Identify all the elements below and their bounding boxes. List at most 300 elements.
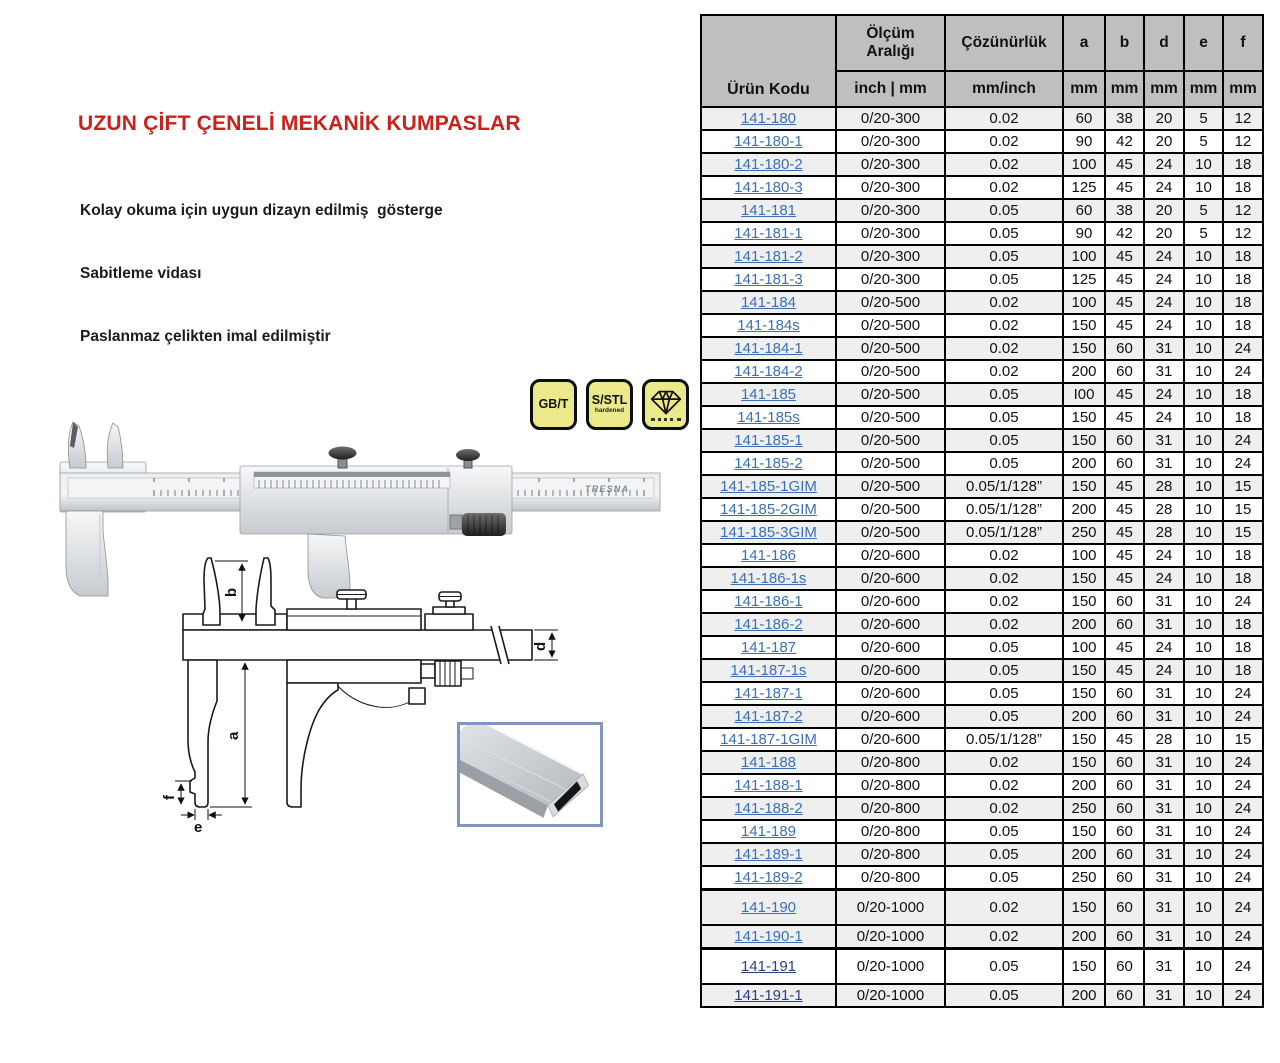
product-code-link[interactable]: 141-189-1 (734, 846, 803, 863)
resolution-cell: 0.02 (945, 544, 1063, 567)
product-code-link[interactable]: 141-180-3 (734, 179, 803, 196)
range-cell: 0/20-600 (836, 728, 945, 751)
dim-b-cell: 45 (1105, 521, 1144, 544)
diamond-icon (649, 389, 683, 416)
dim-d-cell: 31 (1144, 682, 1184, 705)
dim-a-cell: 100 (1063, 636, 1105, 659)
product-code-cell (701, 406, 836, 429)
dim-b-cell: 60 (1105, 429, 1144, 452)
dim-f-cell: 18 (1223, 245, 1263, 268)
dim-e-cell: 10 (1184, 498, 1223, 521)
dim-a-cell: 200 (1063, 705, 1105, 728)
product-code-link[interactable]: 141-187 (740, 639, 797, 656)
product-code-cell (701, 820, 836, 843)
product-code-cell (701, 475, 836, 498)
resolution-cell: 0.05 (945, 222, 1063, 245)
dim-d-cell: 20 (1144, 130, 1184, 153)
table-row (701, 360, 1263, 383)
resolution-cell: 0.02 (945, 774, 1063, 797)
product-code-link[interactable]: 141-186 (740, 547, 797, 564)
range-cell: 0/20-600 (836, 682, 945, 705)
unit-header-f: mm (1223, 71, 1263, 107)
resolution-cell: 0.02 (945, 291, 1063, 314)
dim-f-cell: 24 (1223, 360, 1263, 383)
table-row (701, 199, 1263, 222)
product-code-cell (701, 107, 836, 130)
dim-a-cell: 100 (1063, 291, 1105, 314)
range-cell: 0/20-500 (836, 521, 945, 544)
dim-e-cell: 10 (1184, 659, 1223, 682)
range-cell: 0/20-500 (836, 291, 945, 314)
product-code-cell (701, 682, 836, 705)
dim-f-cell: 24 (1223, 949, 1263, 985)
dim-d-cell: 24 (1144, 268, 1184, 291)
product-code-link[interactable]: 141-188-2 (734, 800, 803, 817)
resolution-cell: 0.05/1/128” (945, 498, 1063, 521)
dim-b-cell: 45 (1105, 659, 1144, 682)
resolution-cell: 0.02 (945, 130, 1063, 153)
dim-d-cell: 31 (1144, 590, 1184, 613)
dim-label-d: d (532, 641, 549, 651)
table-row (701, 984, 1263, 1007)
dim-d-cell: 20 (1144, 107, 1184, 130)
dim-f-cell: 18 (1223, 268, 1263, 291)
dim-b-cell: 45 (1105, 176, 1144, 199)
product-code-link[interactable]: 141-181 (740, 202, 797, 219)
product-code-link[interactable]: 141-181-2 (734, 248, 803, 265)
resolution-cell: 0.05 (945, 406, 1063, 429)
dim-b-cell: 45 (1105, 268, 1144, 291)
product-code-link[interactable]: 141-187-1 (734, 685, 803, 702)
dim-b-cell: 60 (1105, 925, 1144, 949)
dim-f-cell: 18 (1223, 176, 1263, 199)
dim-e-cell: 10 (1184, 820, 1223, 843)
dim-a-cell: 100 (1063, 245, 1105, 268)
dim-f-cell: 18 (1223, 291, 1263, 314)
resolution-cell: 0.05 (945, 866, 1063, 890)
table-row (701, 130, 1263, 153)
dim-e-cell: 10 (1184, 544, 1223, 567)
resolution-cell: 0.02 (945, 153, 1063, 176)
dim-a-cell: 200 (1063, 843, 1105, 866)
table-row (701, 498, 1263, 521)
dim-b-cell: 45 (1105, 383, 1144, 406)
unit-header-d: mm (1144, 71, 1184, 107)
dim-b-cell: 60 (1105, 949, 1144, 985)
range-cell: 0/20-600 (836, 590, 945, 613)
dim-e-cell: 5 (1184, 222, 1223, 245)
dim-a-cell: 150 (1063, 590, 1105, 613)
dim-f-cell: 24 (1223, 774, 1263, 797)
dim-d-cell: 31 (1144, 890, 1184, 926)
dim-b-cell: 60 (1105, 890, 1144, 926)
dim-a-cell: 250 (1063, 521, 1105, 544)
dim-e-cell: 5 (1184, 130, 1223, 153)
table-row (701, 705, 1263, 728)
product-code-cell (701, 636, 836, 659)
range-cell: 0/20-500 (836, 383, 945, 406)
dim-e-cell: 10 (1184, 153, 1223, 176)
dim-f-cell: 15 (1223, 475, 1263, 498)
dim-a-cell: 200 (1063, 774, 1105, 797)
resolution-cell: 0.02 (945, 613, 1063, 636)
product-code-link[interactable]: 141-180-1 (734, 133, 803, 150)
gbt-badge-label: GB/T (538, 397, 569, 411)
dim-f-cell: 24 (1223, 590, 1263, 613)
table-row (701, 544, 1263, 567)
dim-f-cell: 18 (1223, 567, 1263, 590)
product-code-cell (701, 866, 836, 890)
dim-b-cell: 60 (1105, 452, 1144, 475)
dim-a-cell: 125 (1063, 268, 1105, 291)
resolution-cell: 0.02 (945, 107, 1063, 130)
dim-e-cell: 10 (1184, 797, 1223, 820)
product-code-link[interactable]: 141-186-2 (734, 616, 803, 633)
table-row (701, 636, 1263, 659)
brand-logo: TRESNA (585, 484, 630, 494)
product-code-cell (701, 590, 836, 613)
dim-b-cell: 45 (1105, 245, 1144, 268)
col-header-product-code: Ürün Kodu (701, 15, 836, 107)
dim-e-cell: 10 (1184, 360, 1223, 383)
range-cell: 0/20-800 (836, 866, 945, 890)
range-cell: 0/20-1000 (836, 925, 945, 949)
product-code-link[interactable]: 141-185-3GIM (720, 524, 817, 541)
product-code-link[interactable]: 141-186-1 (734, 593, 803, 610)
resolution-cell: 0.02 (945, 176, 1063, 199)
resolution-cell: 0.05/1/128” (945, 728, 1063, 751)
table-row (701, 383, 1263, 406)
product-code-link[interactable]: 141-185-1GIM (720, 478, 817, 495)
product-code-link[interactable]: 141-185 (740, 386, 797, 403)
dim-b-cell: 60 (1105, 613, 1144, 636)
hardened-badge-label: hardened (594, 407, 625, 414)
dim-d-cell: 24 (1144, 544, 1184, 567)
dim-e-cell: 10 (1184, 176, 1223, 199)
product-code-link[interactable]: 141-191 (740, 958, 797, 975)
dim-b-cell: 60 (1105, 774, 1144, 797)
col-header-range (836, 15, 945, 71)
dim-e-cell: 10 (1184, 429, 1223, 452)
product-code-cell (701, 199, 836, 222)
feature-list (80, 158, 443, 368)
product-code-cell (701, 925, 836, 949)
table-row (701, 682, 1263, 705)
table-row (701, 222, 1263, 245)
range-cell: 0/20-500 (836, 498, 945, 521)
product-code-link[interactable]: 141-191-1 (734, 987, 803, 1004)
dim-e-cell: 10 (1184, 245, 1223, 268)
dim-e-cell: 10 (1184, 636, 1223, 659)
dim-d-cell: 31 (1144, 452, 1184, 475)
product-code-cell (701, 291, 836, 314)
dim-e-cell: 10 (1184, 567, 1223, 590)
product-code-link[interactable]: 141-189 (740, 823, 797, 840)
vernier-scale (258, 480, 444, 488)
product-code-cell (701, 429, 836, 452)
range-cell: 0/20-500 (836, 337, 945, 360)
dim-d-cell: 31 (1144, 705, 1184, 728)
col-header-resolution: Çözünürlük (945, 15, 1063, 71)
product-code-cell (701, 659, 836, 682)
range-cell: 0/20-500 (836, 475, 945, 498)
product-code-cell (701, 130, 836, 153)
product-code-link[interactable]: 141-184 (740, 294, 797, 311)
dim-b-cell: 60 (1105, 337, 1144, 360)
product-code-link[interactable]: 141-184-1 (734, 340, 803, 357)
dim-a-cell: 150 (1063, 820, 1105, 843)
dim-f-cell: 12 (1223, 107, 1263, 130)
resolution-unit-header: mm/inch (945, 71, 1063, 107)
product-code-cell (701, 498, 836, 521)
product-code-cell (701, 153, 836, 176)
table-row (701, 728, 1263, 751)
product-code-cell (701, 949, 836, 985)
feature-line: Sabitleme vidası (80, 265, 202, 282)
dim-e-cell: 10 (1184, 452, 1223, 475)
dim-d-cell: 20 (1144, 199, 1184, 222)
product-code-link[interactable]: 141-189-2 (734, 869, 803, 886)
dim-e-cell: 10 (1184, 866, 1223, 890)
dim-d-cell: 31 (1144, 613, 1184, 636)
range-cell: 0/20-800 (836, 751, 945, 774)
product-code-link[interactable]: 141-188-1 (734, 777, 803, 794)
range-cell: 0/20-600 (836, 613, 945, 636)
resolution-cell: 0.05 (945, 452, 1063, 475)
product-code-cell (701, 222, 836, 245)
product-code-link[interactable]: 141-185-2GIM (720, 501, 817, 518)
dim-b-cell: 60 (1105, 843, 1144, 866)
table-row (701, 567, 1263, 590)
table-row (701, 245, 1263, 268)
dim-b-cell: 45 (1105, 291, 1144, 314)
dim-f-cell: 24 (1223, 705, 1263, 728)
range-cell: 0/20-1000 (836, 890, 945, 926)
dim-d-cell: 24 (1144, 245, 1184, 268)
dim-d-cell: 24 (1144, 383, 1184, 406)
dim-b-cell: 45 (1105, 314, 1144, 337)
dim-e-cell: 10 (1184, 337, 1223, 360)
col-header-b: b (1105, 15, 1144, 71)
product-code-cell (701, 984, 836, 1007)
dim-a-cell: 60 (1063, 107, 1105, 130)
table-row (701, 176, 1263, 199)
dim-e-cell: 10 (1184, 613, 1223, 636)
dim-d-cell: 28 (1144, 728, 1184, 751)
product-code-link[interactable]: 141-184-2 (734, 363, 803, 380)
movable-upper-jaw (107, 423, 123, 468)
dim-d-cell: 24 (1144, 636, 1184, 659)
product-code-cell (701, 176, 836, 199)
resolution-cell: 0.05 (945, 705, 1063, 728)
dim-a-cell: 90 (1063, 130, 1105, 153)
resolution-cell: 0.02 (945, 925, 1063, 949)
table-row (701, 890, 1263, 926)
table-row (701, 337, 1263, 360)
dim-f-cell: 24 (1223, 984, 1263, 1007)
dim-f-cell: 24 (1223, 890, 1263, 926)
dim-f-cell: 24 (1223, 925, 1263, 949)
dim-e-cell: 10 (1184, 751, 1223, 774)
dim-f-cell: 15 (1223, 521, 1263, 544)
dim-e-cell: 10 (1184, 268, 1223, 291)
dim-a-cell: I00 (1063, 383, 1105, 406)
product-code-link[interactable]: 141-187-2 (734, 708, 803, 725)
product-code-link[interactable]: 141-190 (740, 899, 797, 916)
resolution-cell: 0.05 (945, 245, 1063, 268)
range-cell: 0/20-300 (836, 222, 945, 245)
product-code-link[interactable]: 141-188 (740, 754, 797, 771)
product-code-cell (701, 890, 836, 926)
product-code-cell (701, 544, 836, 567)
table-row (701, 774, 1263, 797)
unit-header-a: mm (1063, 71, 1105, 107)
product-code-cell (701, 268, 836, 291)
dim-d-cell: 31 (1144, 820, 1184, 843)
dim-a-cell: 150 (1063, 659, 1105, 682)
dim-a-cell: 150 (1063, 949, 1105, 985)
dim-a-cell: 90 (1063, 222, 1105, 245)
range-cell: 0/20-600 (836, 636, 945, 659)
dim-d-cell: 24 (1144, 153, 1184, 176)
table-row (701, 925, 1263, 949)
product-code-link[interactable]: 141-181-3 (734, 271, 803, 288)
range-cell: 0/20-1000 (836, 984, 945, 1007)
product-code-link[interactable]: 141-190-1 (734, 928, 803, 945)
product-code-link[interactable]: 141-180-2 (734, 156, 803, 173)
dim-b-cell: 60 (1105, 360, 1144, 383)
range-cell: 0/20-300 (836, 153, 945, 176)
dim-e-cell: 10 (1184, 475, 1223, 498)
table-row (701, 291, 1263, 314)
dim-a-cell: 200 (1063, 360, 1105, 383)
table-row (701, 429, 1263, 452)
product-code-cell (701, 705, 836, 728)
resolution-cell: 0.02 (945, 337, 1063, 360)
table-row (701, 107, 1263, 130)
product-code-link[interactable]: 141-187-1GIM (720, 731, 817, 748)
dim-a-cell: 150 (1063, 406, 1105, 429)
dim-f-cell: 18 (1223, 406, 1263, 429)
table-row (701, 521, 1263, 544)
dim-d-cell: 31 (1144, 797, 1184, 820)
dim-a-cell: 200 (1063, 613, 1105, 636)
table-row (701, 153, 1263, 176)
range-cell: 0/20-600 (836, 705, 945, 728)
dim-a-cell: 125 (1063, 176, 1105, 199)
dim-d-cell: 31 (1144, 360, 1184, 383)
dim-b-cell: 60 (1105, 820, 1144, 843)
range-cell: 0/20-300 (836, 130, 945, 153)
dim-e-cell: 10 (1184, 291, 1223, 314)
range-header-line2: Aralığı (866, 43, 915, 60)
product-code-link[interactable]: 141-186-1s (730, 570, 807, 587)
product-code-link[interactable]: 141-185s (737, 409, 800, 426)
feature-line: Kolay okuma için uygun dizayn edilmiş gösterge (80, 202, 443, 219)
dim-f-cell: 18 (1223, 613, 1263, 636)
dim-d-cell: 24 (1144, 567, 1184, 590)
spec-table-body (701, 107, 1263, 1007)
product-code-link[interactable]: 141-187-1s (730, 662, 807, 679)
dim-d-cell: 24 (1144, 176, 1184, 199)
dim-b-cell: 45 (1105, 153, 1144, 176)
range-cell: 0/20-800 (836, 797, 945, 820)
dim-a-cell: 150 (1063, 429, 1105, 452)
range-cell: 0/20-600 (836, 567, 945, 590)
range-cell: 0/20-800 (836, 843, 945, 866)
dim-a-cell: 200 (1063, 984, 1105, 1007)
product-code-link[interactable]: 141-185-1 (734, 432, 803, 449)
dim-b-cell: 38 (1105, 199, 1144, 222)
dim-a-cell: 200 (1063, 452, 1105, 475)
dim-b-cell: 60 (1105, 797, 1144, 820)
product-code-cell (701, 728, 836, 751)
table-row (701, 613, 1263, 636)
product-code-link[interactable]: 141-180 (740, 110, 797, 127)
resolution-cell: 0.02 (945, 797, 1063, 820)
col-header-f: f (1223, 15, 1263, 71)
dim-e-cell: 10 (1184, 383, 1223, 406)
range-cell: 0/20-300 (836, 199, 945, 222)
range-cell: 0/20-500 (836, 406, 945, 429)
product-code-cell (701, 567, 836, 590)
dim-b-cell: 45 (1105, 636, 1144, 659)
dim-f-cell: 12 (1223, 222, 1263, 245)
product-code-cell (701, 521, 836, 544)
dim-e-cell: 10 (1184, 590, 1223, 613)
range-cell: 0/20-1000 (836, 949, 945, 985)
dim-d-cell: 28 (1144, 475, 1184, 498)
col-header-a: a (1063, 15, 1105, 71)
range-unit-header: inch | mm (836, 71, 945, 107)
resolution-cell: 0.02 (945, 751, 1063, 774)
dim-f-cell: 18 (1223, 659, 1263, 682)
table-row (701, 314, 1263, 337)
dim-d-cell: 28 (1144, 498, 1184, 521)
product-code-link[interactable]: 141-181-1 (734, 225, 803, 242)
dim-a-cell: 100 (1063, 153, 1105, 176)
beam-cross-section-inset (457, 722, 603, 827)
dim-f-cell: 24 (1223, 429, 1263, 452)
product-code-cell (701, 613, 836, 636)
dim-d-cell: 31 (1144, 751, 1184, 774)
dim-e-cell: 10 (1184, 521, 1223, 544)
resolution-cell: 0.05 (945, 429, 1063, 452)
range-cell: 0/20-500 (836, 452, 945, 475)
dim-f-cell: 24 (1223, 452, 1263, 475)
dim-a-cell: 150 (1063, 682, 1105, 705)
dim-b-cell: 60 (1105, 590, 1144, 613)
resolution-cell: 0.05 (945, 268, 1063, 291)
range-cell: 0/20-600 (836, 544, 945, 567)
dim-d-cell: 31 (1144, 866, 1184, 890)
dim-f-cell: 24 (1223, 820, 1263, 843)
resolution-cell: 0.05 (945, 659, 1063, 682)
product-code-link[interactable]: 141-184s (737, 317, 800, 334)
resolution-cell: 0.02 (945, 890, 1063, 926)
dim-a-cell: 150 (1063, 475, 1105, 498)
table-row (701, 843, 1263, 866)
product-code-link[interactable]: 141-185-2 (734, 455, 803, 472)
product-code-cell (701, 843, 836, 866)
dim-d-cell: 24 (1144, 291, 1184, 314)
resolution-cell: 0.05 (945, 383, 1063, 406)
dim-b-cell: 45 (1105, 567, 1144, 590)
sstl-badge-label: S/STL (591, 393, 628, 407)
dim-d-cell: 31 (1144, 337, 1184, 360)
dim-f-cell: 24 (1223, 337, 1263, 360)
feature-line: Paslanmaz çelikten imal edilmiştir (80, 328, 331, 345)
